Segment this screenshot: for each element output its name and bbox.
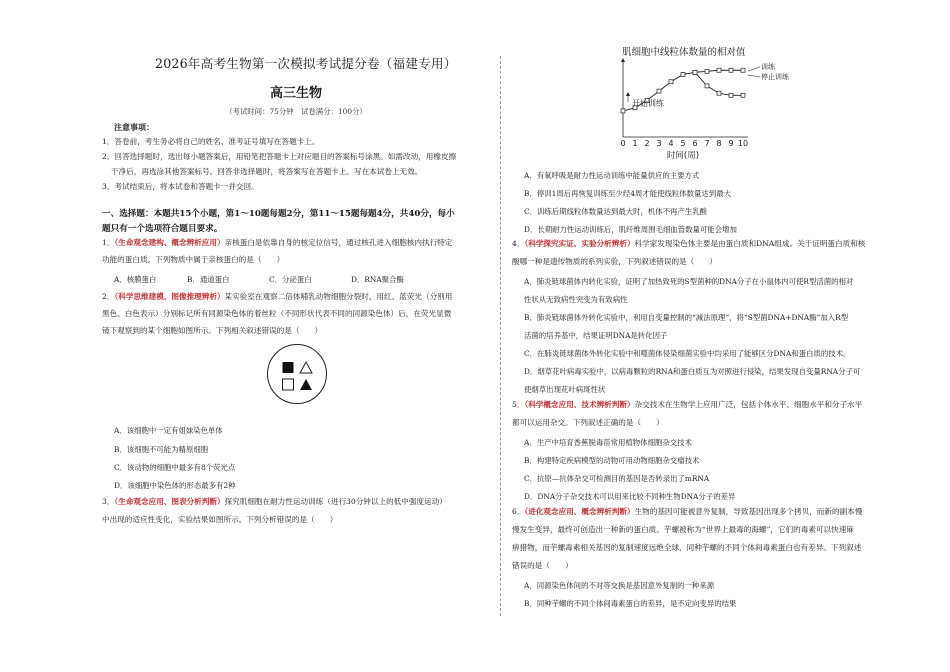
cell-outline (268, 345, 327, 404)
question-tag: （生命观念应用、图表分析判断） (114, 497, 225, 506)
option-b[interactable]: B．该细胞不可能为精原细胞 (114, 445, 209, 454)
option-a[interactable]: A．有氧呼吸是耐力性运动训练中能量供应的主要方式 (524, 171, 700, 180)
mitochondria-chart (608, 42, 808, 162)
legend-train: 训练 (761, 63, 775, 71)
question-text: 酸哪一种是遗传物质的系列实验，下列叙述错误的是（ ） (512, 257, 718, 266)
data-point (621, 109, 625, 113)
question-4-line (512, 235, 865, 253)
option-d[interactable]: D．RNA聚合酶 (351, 275, 404, 284)
option-a[interactable]: A．生产中培育香蕉脱毒苗常用植物体细胞杂交技术 (524, 438, 692, 447)
option-c[interactable]: C．分泌蛋白 (269, 275, 312, 284)
white-square-marker (283, 379, 294, 390)
chart-title: 肌细胞中线粒体数量的相对值 (622, 47, 746, 58)
option-b[interactable]: B．同种芋螺的不同个体间毒素蛋白的差异，是不定向变异的结果 (524, 599, 737, 608)
question-1-line (102, 234, 452, 252)
data-point (705, 69, 709, 73)
option-a[interactable]: A．该细胞中一定有姐妹染色单体 (114, 426, 223, 435)
data-point (693, 70, 697, 74)
annotation-start-training: 开始训练 (632, 99, 664, 108)
question-tag: （生命观念建构、概念辨析应用） (114, 238, 225, 247)
x-tick-label: 5 (680, 139, 686, 148)
option-b-cont: 活菌的培养基中，结果证明DNA是转化因子 (524, 331, 668, 340)
question-tag: （进化观念应用、概念辨析判断） (524, 507, 635, 516)
question-text: 镜下观察到的某个细胞如图所示。下列相关叙述错误的是（ ） (102, 326, 323, 335)
option-c[interactable]: C．抗原—抗体杂交可检测目的基因是否转录出了mRNA (524, 474, 710, 483)
question-text: 亲核蛋白是依靠自身的核定位信号，通过核孔进入细胞核内执行特定 (224, 238, 453, 247)
x-tick-label: 7 (704, 139, 710, 148)
option-c[interactable]: C．该动物的细胞中最多有8个荧光点 (114, 463, 236, 472)
question-number: 5． (512, 400, 525, 409)
question-number: 3． (102, 497, 115, 506)
option-b[interactable]: B．构建特定疾病模型的动物可用动物细胞杂交瘤技术 (524, 456, 700, 465)
question-text: 痹猎物，而芋螺毒素相关基因的复制速度远绝全球，同种芋螺的不同个体间毒素蛋白也有差异。下列叙述 (512, 543, 862, 552)
white-triangle-marker (300, 362, 312, 373)
question-text: 中出现的适应性变化，实验结果如图所示。下列分析错误的是（ ） (102, 515, 338, 524)
question-tag: （科学探究实证、实验分析辨析） (524, 239, 635, 248)
x-tick-label: 3 (656, 139, 662, 148)
notice-heading: 注意事项： (114, 122, 154, 132)
notice-item: 2．回答选择题时，选出每小题答案后，用铅笔把答题卡上对应题目的答案标号涂黑。如需改动，用橡皮擦 (102, 152, 457, 161)
data-point (681, 72, 685, 76)
data-point (705, 84, 709, 88)
legend-stop: 停止训练 (761, 73, 789, 81)
x-tick-label: 1 (632, 139, 638, 148)
option-a[interactable]: A．肺炎链球菌体内转化实验，证明了加热致死的S型菌种的DNA分子在小鼠体内可使R型活菌的相对 (524, 277, 854, 286)
notice-item: 1．答卷前，考生务必将自己的姓名、准考证号填写在答题卡上。 (102, 137, 320, 146)
question-5-line (512, 396, 862, 414)
data-point (741, 93, 745, 97)
option-a[interactable]: A．核膜蛋白 (114, 275, 157, 284)
x-axis-label: 时间(周) (666, 151, 700, 161)
question-number: 6． (512, 507, 525, 516)
question-text: 错误的是（ ） (512, 561, 573, 570)
exam-info: （考试时间：75分钟 试卷满分：100分） (225, 107, 367, 116)
question-number: 2． (102, 292, 115, 301)
x-tick-label: 0 (620, 139, 626, 148)
question-3-line (102, 493, 447, 511)
option-b[interactable]: B．停训1周后再恢复训练至少经4周才能使线粒体数量达到最大 (524, 189, 731, 198)
question-text: 杂交技术在生物学上应用广泛，包括个体水平、细胞水平和分子水平 (634, 400, 863, 409)
legend-leader-stop (748, 75, 760, 77)
question-text: 慢发生变异，最终可创造出一种新的蛋白质。芋螺被称为“世界上最毒的海螺”，它们的毒素可以快速麻 (512, 525, 854, 534)
question-text: 探究肌细胞在耐力性运动训练（进行30分钟以上的低中强度运动） (224, 497, 447, 506)
question-tag: （科学思维建模、图像推理辨析） (114, 292, 225, 301)
option-d[interactable]: D．该细胞中染色体的形态最多有2种 (114, 481, 236, 490)
question-text: 生物的基因可能被意外复制，导致基因出现多个拷贝，而新的副本慢 (634, 507, 863, 516)
question-number: 4． (512, 239, 525, 248)
question-tag: （科学概念应用、技术辨析判断） (524, 400, 635, 409)
data-point (657, 89, 661, 93)
question-6-line (512, 503, 862, 521)
question-2-line (102, 288, 452, 306)
black-square-marker (283, 362, 294, 373)
option-c[interactable]: C．在肺炎链球菌体外转化实验中和噬菌体侵染细菌实验中均采用了能够区分DNA和蛋白质的技术。 (524, 349, 851, 358)
legend-leader-train (748, 67, 760, 71)
x-tick-label: 6 (692, 139, 698, 148)
option-c[interactable]: C．训练后期线粒体数量达到最大时，机体不再产生乳酸 (524, 207, 708, 216)
data-point (717, 68, 721, 72)
x-tick-label: 4 (668, 139, 674, 148)
option-d[interactable]: D．长期耐力性运动训练后，肌纤维周围毛细血管数量可能会增加 (524, 225, 737, 234)
option-d[interactable]: D．DNA分子杂交技术可以用来比较不同种生物DNA分子的差异 (524, 492, 736, 501)
question-text: 黑色、白色表示）分别标记所有同源染色体的着丝粒（不同形状代表不同的同源染色体）后，在荧光显微 (102, 309, 452, 318)
cell-diagram (266, 343, 328, 405)
data-point (729, 68, 733, 72)
black-triangle-marker (300, 379, 312, 390)
question-text: 科学家发现染色体主要是由蛋白质和DNA组成。关于证明蛋白质和核 (634, 239, 866, 248)
option-b[interactable]: B．通道蛋白 (187, 275, 230, 284)
y-axis-arrow (621, 58, 625, 62)
x-tick-label: 2 (644, 139, 650, 148)
x-tick-label: 10 (737, 139, 749, 148)
x-tick-label: 8 (716, 139, 722, 148)
page-subtitle: 高三生物 (269, 86, 322, 101)
data-point (729, 93, 733, 97)
question-text: 都可以运用杂交。下列叙述正确的是（ ） (512, 418, 664, 427)
option-d-cont: 使烟草出现花叶病斑性状 (524, 385, 606, 394)
section-heading: 题只有一个选项符合题目要求。 (102, 224, 223, 234)
option-a-cont: 性状从无致病性突变为有致病性 (524, 295, 628, 304)
data-point (717, 91, 721, 95)
data-point (741, 68, 745, 72)
x-tick-labels (620, 139, 748, 148)
column-divider (500, 56, 501, 616)
option-a[interactable]: A．同源染色体间的不对等交换是基因意外复制的一种来源 (524, 581, 715, 590)
x-tick-label: 9 (728, 139, 734, 148)
question-text: 功能的蛋白质。下列物质中属于亲核蛋白的是（ ） (102, 255, 285, 264)
data-point (669, 80, 673, 84)
notice-item: 3．考试结束后，将本试卷和答题卡一并交回。 (102, 182, 259, 191)
option-b[interactable]: B．肺炎链球菌体外转化实验中，利用自变量控制的“减法原理”，将“S型菌DNA+DNA酶”加入R型 (524, 313, 849, 322)
question-text: 某实验室在观察二倍体哺乳动物细胞分裂时，用红、蓝荧光（分别用 (224, 292, 453, 301)
option-d[interactable]: D．烟草花叶病毒实验中，以病毒颗粒的RNA和蛋白质互为对照进行侵染，结果发现自变量RNA分子可 (524, 367, 861, 376)
notice-item: 干净后，再选涂其他答案标号。回答非选择题时，将答案写在答题卡上。写在本试卷上无效。 (111, 167, 423, 176)
question-number: 1． (102, 238, 115, 247)
section-heading: 一、选择题：本题共15个小题，第1～10题每题2分，第11～15题每题4分，共40分，每小 (102, 209, 455, 219)
page-title: 2026年高考生物第一次模拟考试提分卷（福建专用） (155, 56, 457, 71)
start-arrowhead (626, 92, 630, 96)
